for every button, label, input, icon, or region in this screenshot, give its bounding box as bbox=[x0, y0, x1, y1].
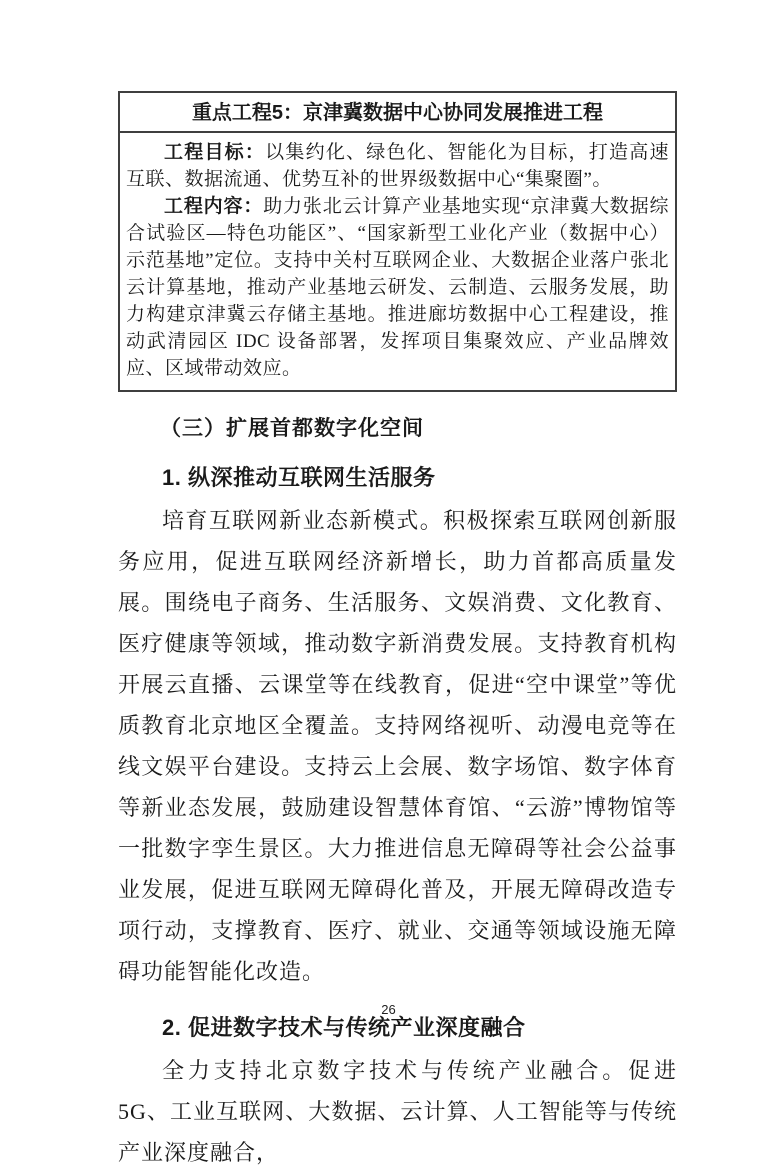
project-box-body bbox=[120, 133, 675, 390]
project-goal-text: 以集约化、绿色化、智能化为目标，打造高速互联、数据流通、优势互补的世界级数据中心“集聚圈”。 bbox=[126, 142, 669, 190]
project-content-paragraph bbox=[126, 193, 669, 382]
project-goal-label: 工程目标： bbox=[164, 142, 266, 163]
project-content-label: 工程内容： bbox=[164, 196, 264, 217]
project-goal-paragraph bbox=[126, 139, 669, 193]
subsection-2-heading: 2. 促进数字技术与传统产业深度融合 bbox=[162, 1015, 526, 1040]
subsection-1-heading: 1. 纵深推动互联网生活服务 bbox=[162, 465, 436, 490]
project-content-text: 助力张北云计算产业基地实现“京津冀大数据综合试验区—特色功能区”、“国家新型工业化产业（数据中心）示范基地”定位。支持中关村互联网企业、大数据企业落户张北云计算基地，推动产业基地云研发、云制造、云服务发展，助力构建京津冀云存储主基地。推进廊坊数据中心工程建设，推动武清园区 IDC 设备部署，发挥项目集聚效应、产业品牌效应、区域带动效应。 bbox=[126, 196, 669, 379]
key-project-box bbox=[118, 91, 677, 392]
subsection-2-paragraph: 全力支持北京数字技术与传统产业融合。促进 5G、工业互联网、大数据、云计算、人工智能等与传统产业深度融合， bbox=[118, 1058, 677, 1165]
section-heading: （三）扩展首都数字化空间 bbox=[160, 416, 424, 440]
project-box-title: 重点工程5：京津冀数据中心协同发展推进工程 bbox=[120, 93, 675, 133]
page-number: 26 bbox=[381, 1002, 396, 1017]
subsection-1-paragraph: 培育互联网新业态新模式。积极探索互联网创新服务应用，促进互联网经济新增长，助力首都高质量发展。围绕电子商务、生活服务、文娱消费、文化教育、医疗健康等领域，推动数字新消费发展。支持教育机构开展云直播、云课堂等在线教育，促进“空中课堂”等优质教育北京地区全覆盖。支持网络视听、动漫电竞等在线文娱平台建设。支持云上会展、数字场馆、数字体育等新业态发展，鼓励建设智慧体育馆、“云游”博物馆等一批数字孪生景区。大力推进信息无障碍等社会公益事业发展，促进互联网无障碍化普及，开展无障碍改造专项行动，支撑教育、医疗、就业、交通等领域设施无障碍功能智能化改造。 bbox=[118, 508, 677, 984]
